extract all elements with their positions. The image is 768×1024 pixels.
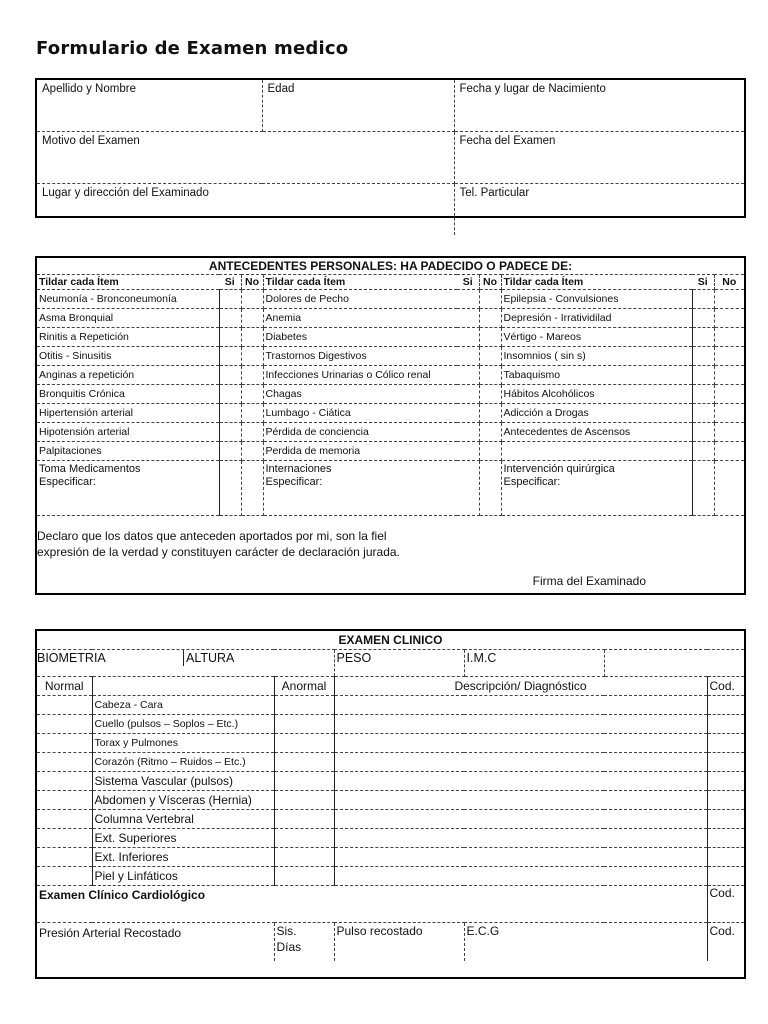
antecedentes-row (37, 366, 744, 385)
si-checkbox[interactable] (457, 309, 479, 328)
col-tildar-1: Tildar cada Ítem (37, 275, 219, 290)
si-checkbox[interactable] (219, 309, 241, 328)
si-checkbox[interactable] (692, 461, 714, 516)
descripcion-cell[interactable] (334, 848, 707, 867)
normal-check-cell[interactable] (37, 734, 92, 753)
col-cod: Cod. (707, 677, 744, 696)
normal-check-cell[interactable] (37, 715, 92, 734)
si-checkbox[interactable] (692, 328, 714, 347)
antecedente-item: Infecciones Urinarias o Cólico renal (263, 366, 457, 385)
si-checkbox[interactable] (219, 290, 241, 309)
no-checkbox[interactable] (241, 385, 263, 404)
descripcion-cell[interactable] (334, 810, 707, 829)
antecedente-item: Hipertensión arterial (37, 404, 219, 423)
peso-label: PESO (336, 651, 372, 665)
dias-label: Días (276, 940, 302, 954)
examen-item-label: Corazón (Ritmo – Ruidos – Etc.) (92, 753, 274, 772)
antecedentes-row (37, 347, 744, 366)
si-checkbox[interactable] (692, 347, 714, 366)
fecha-examen-field[interactable] (454, 132, 744, 184)
examen-item-label: Cuello (pulsos – Soplos – Etc.) (92, 715, 274, 734)
no-checkbox[interactable] (479, 423, 501, 442)
no-checkbox[interactable] (714, 423, 744, 442)
anormal-check-cell[interactable] (274, 753, 334, 772)
anormal-check-cell[interactable] (274, 791, 334, 810)
no-checkbox[interactable] (241, 423, 263, 442)
examen-clinico-section (35, 629, 746, 979)
normal-check-cell[interactable] (37, 848, 92, 867)
si-checkbox[interactable] (692, 404, 714, 423)
lugar-direccion-field[interactable] (37, 184, 454, 236)
antecedente-item: Insomnios ( sin s) (501, 347, 692, 366)
no-checkbox[interactable] (241, 328, 263, 347)
altura-value-field[interactable] (274, 650, 334, 677)
examen-row (37, 867, 744, 886)
si-checkbox[interactable] (457, 404, 479, 423)
internaciones-label: Internaciones (265, 463, 332, 475)
pulso-field[interactable] (334, 923, 464, 962)
edad-label: Edad (267, 83, 295, 95)
antecedente-item: Otitis - Sinusitis (37, 347, 219, 366)
motivo-examen-field[interactable] (37, 132, 454, 184)
si-checkbox[interactable] (457, 347, 479, 366)
anormal-check-cell[interactable] (274, 848, 334, 867)
imc-label: I.M.C (466, 651, 497, 665)
antecedente-item: Adicción a Drogas (501, 404, 692, 423)
antecedente-item: Bronquitis Crónica (37, 385, 219, 404)
si-checkbox[interactable] (457, 461, 479, 516)
examen-row (37, 848, 744, 867)
col-no-2: No (479, 275, 501, 290)
normal-check-cell[interactable] (37, 829, 92, 848)
no-checkbox[interactable] (241, 290, 263, 309)
antecedente-item: Dolores de Pecho (263, 290, 457, 309)
cod-pres-field[interactable] (707, 923, 744, 962)
antecedente-item: Trastornos Digestivos (263, 347, 457, 366)
ecg-field[interactable] (464, 923, 707, 962)
si-checkbox[interactable] (219, 461, 241, 516)
si-checkbox[interactable] (457, 290, 479, 309)
si-checkbox[interactable] (219, 442, 241, 461)
examen-row (37, 715, 744, 734)
si-checkbox[interactable] (692, 385, 714, 404)
no-checkbox[interactable] (241, 309, 263, 328)
si-checkbox[interactable] (219, 366, 241, 385)
si-checkbox[interactable] (219, 328, 241, 347)
antecedentes-row (37, 309, 744, 328)
antecedentes-header: ANTECEDENTES PERSONALES: HA PADECIDO O PADECE DE: (37, 258, 744, 275)
no-checkbox[interactable] (479, 347, 501, 366)
imc-field[interactable] (464, 650, 604, 677)
no-checkbox[interactable] (714, 347, 744, 366)
anormal-check-cell[interactable] (274, 715, 334, 734)
especificar-label: Especificar: (265, 476, 323, 488)
lugar-direccion-label: Lugar y dirección del Examinado (42, 187, 209, 199)
no-checkbox[interactable] (714, 385, 744, 404)
col-normal: Normal (37, 677, 92, 696)
examen-row (37, 696, 744, 715)
antecedente-item: Anemia (263, 309, 457, 328)
cod-cardio-field[interactable] (707, 886, 744, 923)
no-checkbox[interactable] (479, 328, 501, 347)
col-si-2: Si (457, 275, 479, 290)
no-checkbox[interactable] (241, 347, 263, 366)
ecg-label: E.C.G (466, 924, 500, 938)
si-checkbox[interactable] (457, 423, 479, 442)
cod-cell[interactable] (707, 829, 744, 848)
antecedente-item: Tabaquismo (501, 366, 692, 385)
examen-item-label: Abdomen y Vísceras (Hernia) (92, 791, 274, 810)
tel-particular-field[interactable] (454, 184, 744, 236)
apellido-nombre-label: Apellido y Nombre (42, 83, 136, 95)
internaciones-cell[interactable] (263, 461, 457, 516)
tel-particular-label: Tel. Particular (459, 187, 530, 199)
intervencion-cell[interactable] (501, 461, 692, 516)
si-checkbox[interactable] (219, 423, 241, 442)
normal-check-cell[interactable] (37, 696, 92, 715)
col-si-1: Si (219, 275, 241, 290)
si-checkbox[interactable] (219, 404, 241, 423)
col-no-1: No (241, 275, 263, 290)
antecedente-item: Hipotensión arterial (37, 423, 219, 442)
anormal-check-cell[interactable] (274, 810, 334, 829)
cardiologico-label: Examen Clínico Cardiológico (37, 886, 707, 923)
antecedente-item: Perdida de memoria (263, 442, 457, 461)
examen-item-label: Columna Vertebral (92, 810, 274, 829)
cod-cell[interactable] (707, 810, 744, 829)
biometria-label: BIOMETRIA (37, 650, 184, 666)
si-checkbox[interactable] (219, 347, 241, 366)
biometria-row (37, 650, 274, 677)
personal-data-section (35, 78, 746, 218)
antecedente-item: Rinitis a Repetición (37, 328, 219, 347)
no-checkbox[interactable] (479, 385, 501, 404)
no-checkbox[interactable] (479, 290, 501, 309)
antecedente-item (501, 442, 692, 461)
descripcion-cell[interactable] (334, 867, 707, 886)
imc-value-field[interactable] (604, 650, 744, 677)
intervencion-label: Intervención quirúrgica (503, 463, 615, 475)
antecedentes-row (37, 290, 744, 309)
antecedente-item: Neumonía - Bronconeumonía (37, 290, 219, 309)
cod-cell[interactable] (707, 867, 744, 886)
edad-field[interactable] (262, 80, 454, 132)
motivo-examen-label: Motivo del Examen (42, 135, 140, 147)
antecedentes-row (37, 404, 744, 423)
presion-label: Presión Arterial Recostado (37, 923, 274, 962)
normal-check-cell[interactable] (37, 810, 92, 829)
examen-item-label: Ext. Superiores (92, 829, 274, 848)
col-si-3: Si (692, 275, 714, 290)
antecedentes-row (37, 423, 744, 442)
normal-check-cell[interactable] (37, 753, 92, 772)
examen-clinico-header: EXAMEN CLINICO (37, 631, 744, 650)
antecedente-item: Depresión - Irratividilad (501, 309, 692, 328)
no-checkbox[interactable] (479, 309, 501, 328)
no-checkbox[interactable] (714, 404, 744, 423)
descripcion-cell[interactable] (334, 715, 707, 734)
examen-item-label: Ext. Inferiores (92, 848, 274, 867)
descripcion-cell[interactable] (334, 791, 707, 810)
examen-item-label: Piel y Linfáticos (92, 867, 274, 886)
antecedente-item: Hábitos Alcohólicos (501, 385, 692, 404)
descripcion-cell[interactable] (334, 829, 707, 848)
antecedentes-row (37, 328, 744, 347)
normal-check-cell[interactable] (37, 772, 92, 791)
cod-cell[interactable] (707, 772, 744, 791)
especificar-label: Especificar: (39, 476, 96, 488)
antecedentes-row (37, 442, 744, 461)
normal-check-cell[interactable] (37, 867, 92, 886)
declaration-line-2: expresión de la verdad y constituyen carácter de declaración jurada. (37, 545, 400, 559)
cod-cell[interactable] (707, 753, 744, 772)
no-checkbox[interactable] (479, 404, 501, 423)
si-checkbox[interactable] (692, 366, 714, 385)
si-checkbox[interactable] (692, 309, 714, 328)
no-checkbox[interactable] (479, 366, 501, 385)
cod-cell[interactable] (707, 696, 744, 715)
no-checkbox[interactable] (241, 442, 263, 461)
no-checkbox[interactable] (714, 461, 744, 516)
cod-cell[interactable] (707, 734, 744, 753)
anormal-check-cell[interactable] (274, 867, 334, 886)
no-checkbox[interactable] (479, 442, 501, 461)
antecedente-item: Antecedentes de Ascensos (501, 423, 692, 442)
si-checkbox[interactable] (457, 385, 479, 404)
col-item-blank (92, 677, 274, 696)
sis-label: Sis. (276, 924, 297, 938)
antecedente-item: Palpitaciones (37, 442, 219, 461)
antecedente-item: Pérdida de conciencia (263, 423, 457, 442)
cod-cell[interactable] (707, 715, 744, 734)
no-checkbox[interactable] (241, 404, 263, 423)
peso-field[interactable] (334, 650, 464, 677)
no-checkbox[interactable] (714, 309, 744, 328)
examen-row (37, 791, 744, 810)
examen-item-label: Sistema Vascular (pulsos) (92, 772, 274, 791)
cod-pres-label: Cod. (709, 924, 735, 938)
declaration-line-1: Declaro que los datos que anteceden aportados por mi, son la fiel (37, 529, 387, 543)
fecha-examen-label: Fecha del Examen (459, 135, 556, 147)
no-checkbox[interactable] (714, 328, 744, 347)
antecedente-item: Diabetes (263, 328, 457, 347)
anormal-check-cell[interactable] (274, 734, 334, 753)
especificar-label: Especificar: (503, 476, 561, 488)
antecedente-item: Chagas (263, 385, 457, 404)
normal-check-cell[interactable] (37, 791, 92, 810)
no-checkbox[interactable] (479, 461, 501, 516)
cod-cardio-label: Cod. (709, 886, 735, 900)
antecedente-item: Vértigo - Mareos (501, 328, 692, 347)
fecha-nacimiento-label: Fecha y lugar de Nacimiento (459, 83, 606, 95)
examen-row (37, 734, 744, 753)
apellido-nombre-field[interactable] (37, 80, 262, 132)
firma-label: Firma del Examinado (532, 574, 646, 588)
no-checkbox[interactable] (714, 290, 744, 309)
examen-item-label: Cabeza - Cara (92, 696, 274, 715)
examen-row (37, 829, 744, 848)
declaration-text (37, 528, 742, 560)
anormal-check-cell[interactable] (274, 772, 334, 791)
altura-field[interactable] (184, 650, 274, 666)
si-checkbox[interactable] (457, 366, 479, 385)
toma-medicamentos-cell[interactable] (37, 461, 219, 516)
no-checkbox[interactable] (241, 461, 263, 516)
altura-label: ALTURA (186, 651, 235, 665)
si-checkbox[interactable] (457, 442, 479, 461)
anormal-check-cell[interactable] (274, 696, 334, 715)
col-tildar-3: Tildar cada Ítem (501, 275, 692, 290)
no-checkbox[interactable] (714, 366, 744, 385)
antecedente-item: Epilepsia - Convulsiones (501, 290, 692, 309)
pulso-label: Pulso recostado (336, 924, 423, 938)
toma-medicamentos-label: Toma Medicamentos (39, 463, 141, 475)
examen-row (37, 753, 744, 772)
sis-dias-field[interactable] (274, 923, 334, 962)
antecedente-item: Anginas a repetición (37, 366, 219, 385)
examen-row (37, 810, 744, 829)
antecedentes-row (37, 385, 744, 404)
anormal-check-cell[interactable] (274, 829, 334, 848)
si-checkbox[interactable] (457, 328, 479, 347)
descripcion-cell[interactable] (334, 753, 707, 772)
antecedente-item: Asma Bronquial (37, 309, 219, 328)
no-checkbox[interactable] (241, 366, 263, 385)
si-checkbox[interactable] (692, 290, 714, 309)
col-anormal: Anormal (274, 677, 334, 696)
antecedente-item: Lumbago - Ciática (263, 404, 457, 423)
descripcion-cell[interactable] (334, 696, 707, 715)
examen-item-label: Torax y Pulmones (92, 734, 274, 753)
antecedentes-section (35, 256, 746, 595)
fecha-nacimiento-field[interactable] (454, 80, 744, 132)
col-tildar-2: Tildar cada Ítem (263, 275, 457, 290)
col-no-3: No (714, 275, 744, 290)
col-descripcion: Descripción/ Diagnóstico (334, 677, 707, 696)
descripcion-cell[interactable] (334, 772, 707, 791)
si-checkbox[interactable] (692, 423, 714, 442)
examen-row (37, 772, 744, 791)
cod-cell[interactable] (707, 848, 744, 867)
si-checkbox[interactable] (219, 385, 241, 404)
si-checkbox[interactable] (692, 442, 714, 461)
descripcion-cell[interactable] (334, 734, 707, 753)
no-checkbox[interactable] (714, 442, 744, 461)
page-title: Formulario de Examen medico (36, 38, 349, 59)
cod-cell[interactable] (707, 791, 744, 810)
